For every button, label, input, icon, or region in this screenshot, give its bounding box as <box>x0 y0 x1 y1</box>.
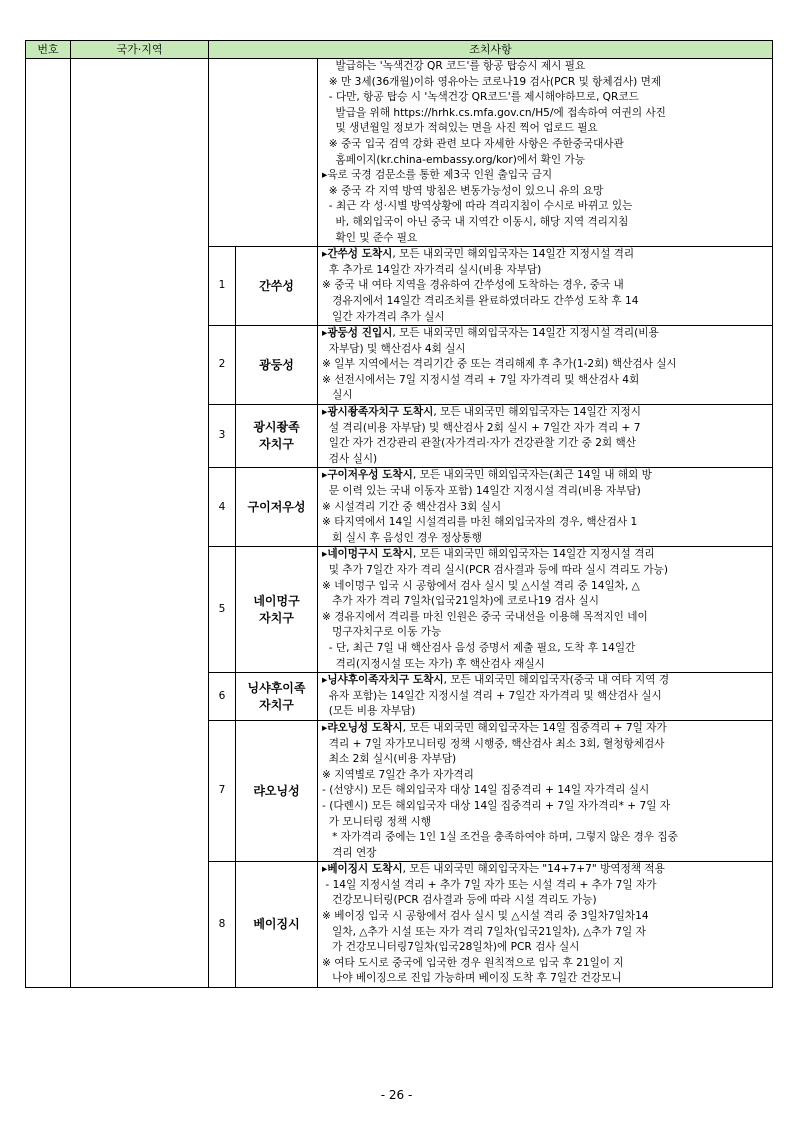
measure-line: 멍구자치구로 이동 가능 <box>322 626 442 639</box>
region-measures <box>318 405 773 468</box>
intro-line: - 다만, 항공 탑승 시 '녹색건강 QR코드'를 제시해야하므로, QR코드 <box>322 91 639 104</box>
measure-line: (모든 비용 자부담) <box>322 705 416 718</box>
measure-line: ※ 여타 도시로 중국에 입국한 경우 원칙적으로 입국 후 21일이 지 <box>322 956 624 969</box>
region-name: 광시좡족 자치구 <box>236 405 318 468</box>
measure-line: 일간 자가 건강관리 관찰(자가격리·자가 건강관찰 기간 중 2회 핵산 <box>322 437 637 450</box>
measure-line: 일차, △추가 시설 또는 자가 격리 7일차(입국21일차), △추가 7일 자 <box>322 925 646 938</box>
intro-line: 바, 해외입국이 아닌 중국 내 지역간 이동시, 해당 지역 격리지침 <box>322 215 629 228</box>
region-number: 5 <box>209 547 236 673</box>
intro-line: ▸육로 국경 검문소를 통한 제3국 인원 출입국 금지 <box>322 169 553 182</box>
intro-line: ※ 만 3세(36개월)이하 영유아는 코로나19 검사(PCR 및 항체검사) 면제 <box>322 75 662 88</box>
measure-line: ※ 경유지에서 격리를 마친 인원은 중국 국내선을 이용해 목적지인 네이 <box>322 610 648 623</box>
measure-line: 자부담) 및 핵산검사 4회 실시 <box>322 342 466 355</box>
measure-line: ※ 시설격리 기간 중 핵산검사 3회 실시 <box>322 500 502 513</box>
intro-line: 발급하는 '녹색건강 QR 코드'를 항공 탑승시 제시 필요 <box>322 60 586 72</box>
region-number: 4 <box>209 468 236 547</box>
measure-line: ▸광둥성 진입시, 모든 내외국민 해외입국자는 14일간 지정시설 격리(비용 <box>322 327 659 340</box>
region-measures <box>318 673 773 721</box>
quarantine-measures-table <box>25 40 773 988</box>
country-cell-empty <box>71 59 209 988</box>
region-name: 랴오닝성 <box>236 720 318 861</box>
intro-line: ※ 중국 각 지역 방역 방침은 변동가능성이 있으니 유의 요망 <box>322 184 604 197</box>
measure-line: 실시 <box>322 389 353 402</box>
measure-line: 격리 + 7일 자가모니터링 정책 시행중, 핵산검사 최소 3회, 혈청항체검사 <box>322 737 665 750</box>
measure-line: ※ 타지역에서 14일 시설격리를 마친 해외입국자의 경우, 핵산검사 1 <box>322 516 638 529</box>
region-name: 광둥성 <box>236 326 318 405</box>
header-measures: 조치사항 <box>209 41 773 59</box>
intro-line: 확인 및 준수 필요 <box>322 231 418 244</box>
measure-line: * 자가격리 중에는 1인 1실 조건을 충족하여야 하며, 그렇지 않은 경우 집중 <box>322 831 678 844</box>
measure-line: - (다롄시) 모든 해외입국자 대상 14일 집중격리 + 7일 자가격리* + 7일 자 <box>322 799 671 812</box>
measure-line: 설 격리(비용 자부담) 및 핵산검사 2회 실시 + 7일간 자가 격리 + 7 <box>322 421 641 434</box>
region-measures <box>318 468 773 547</box>
measure-line: ▸베이징시 도착시, 모든 내외국민 해외입국자는 "14+7+7" 방역정책 적용 <box>322 863 665 876</box>
measure-line: 후 추가로 14일간 자가격리 실시(비용 자부담) <box>322 263 542 276</box>
measure-line: ▸닝샤후이족자치구 도착시, 모든 내외국민 해외입국자(중국 내 여타 지역 경 <box>322 674 670 687</box>
measure-line: - 단, 최근 7일 내 핵산검사 음성 증명서 제출 필요, 도착 후 14일간 <box>322 641 636 654</box>
measure-line: 가 모니터링 정책 시행 <box>322 815 431 828</box>
region-number: 3 <box>209 405 236 468</box>
region-number: 2 <box>209 326 236 405</box>
measure-line: ※ 네이멍구 입국 시 공항에서 검사 실시 및 △시설 격리 중 14일차, △ <box>322 579 640 592</box>
region-name: 구이저우성 <box>236 468 318 547</box>
measure-line: ▸구이저우성 도착시, 모든 내외국민 해외입국자는(최근 14일 내 해외 방 <box>322 469 652 482</box>
measure-line: 유자 포함)는 14일간 지정시설 격리 + 7일간 자가격리 및 핵산검사 실시 <box>322 689 662 702</box>
measure-line: ※ 베이징 입국 시 공항에서 검사 실시 및 △시설 격리 중 3일차7일차14 <box>322 910 649 923</box>
region-number: 8 <box>209 862 236 988</box>
header-country-region: 국가·지역 <box>71 41 209 59</box>
measure-line: 추가 자가 격리 7일차(입국21일차)에 코로나19 검사 실시 <box>322 595 599 608</box>
measure-line: ※ 선전시에서는 7일 지정시설 격리 + 7일 자가격리 및 핵산검사 4회 <box>322 373 640 386</box>
intro-measures-cell <box>318 59 773 247</box>
intro-line: 및 생년월일 정보가 적혀있는 면을 사진 찍어 업로드 필요 <box>322 122 598 135</box>
intro-row <box>26 59 773 247</box>
measure-line: 검사 실시) <box>322 452 378 465</box>
measure-line: ※ 지역별로 7일간 추가 자가격리 <box>322 768 474 781</box>
measure-line: 및 추가 7일간 자가 격리 실시(PCR 검사결과 등에 따라 실시 격리도 가능) <box>322 564 669 576</box>
table-header-row <box>26 41 773 59</box>
measure-line: - 14일 지정시설 격리 + 추가 7일 자가 또는 시설 격리 + 추가 7일 자가 <box>322 878 657 891</box>
region-measures <box>318 720 773 861</box>
region-number: 6 <box>209 673 236 721</box>
measure-line: ※ 중국 내 여타 지역을 경유하여 간쑤성에 도착하는 경우, 중국 내 <box>322 279 624 292</box>
measure-line: 경유지에서 14일간 격리조치를 완료하였더라도 간쑤성 도착 후 14 <box>322 294 639 307</box>
measure-line: 최소 2회 실시(비용 자부담) <box>322 753 457 766</box>
intro-spacer-cell <box>209 59 318 247</box>
measure-line: ※ 일부 지역에서는 격리기간 중 또는 격리해제 후 추가(1-2회) 핵산검사 실시 <box>322 358 677 371</box>
region-number: 7 <box>209 720 236 861</box>
region-name: 네이멍구 자치구 <box>236 547 318 673</box>
region-measures <box>318 547 773 673</box>
measure-line: 가 건강모니터링7일차(입국28일차)에 PCR 검사 실시 <box>322 941 580 954</box>
intro-line: ※ 중국 입국 검역 강화 관련 보다 자세한 사항은 주한중국대사관 <box>322 137 624 150</box>
measure-line: - (선양시) 모든 해외입국자 대상 14일 집중격리 + 14일 자가격리 실시 <box>322 784 650 797</box>
measure-line: ▸광시좡족자치구 도착시, 모든 내외국민 해외입국자는 14일간 지정시 <box>322 406 642 419</box>
document-page <box>25 40 772 988</box>
measure-line: 나야 베이징으로 진입 가능하며 베이징 도착 후 7일간 건강모니 <box>322 972 622 985</box>
intro-line: 홈페이지(kr.china-embassy.org/kor)에서 확인 가능 <box>322 153 585 166</box>
page-number: - 26 - <box>380 1088 413 1102</box>
measure-line: ▸간쑤성 도착시, 모든 내외국민 해외입국자는 14일간 지정시설 격리 <box>322 248 635 261</box>
measure-line: 격리(지정시설 또는 자가) 후 핵산검사 재실시 <box>322 657 545 670</box>
region-measures <box>318 862 773 988</box>
region-name: 베이징시 <box>236 862 318 988</box>
region-number: 1 <box>209 247 236 326</box>
intro-line: - 최근 각 성·시별 방역상황에 따라 격리지침이 수시로 바뀌고 있는 <box>322 200 633 213</box>
region-name: 닝샤후이족 자치구 <box>236 673 318 721</box>
region-measures <box>318 247 773 326</box>
measure-line: 일간 자가격리 추가 실시 <box>322 310 445 323</box>
number-cell-empty <box>26 59 71 988</box>
measure-line: ▸랴오닝성 도착시, 모든 내외국민 해외입국자는 14일 집중격리 + 7일 자가 <box>322 721 667 734</box>
measure-line: 격리 연장 <box>322 846 377 859</box>
header-number: 번호 <box>26 41 71 59</box>
measure-line: 문 이력 있는 국내 이동자 포함) 14일간 지정시설 격리(비용 자부담) <box>322 485 641 498</box>
intro-line: 발급을 위해 https://hrhk.cs.mfa.gov.cn/H5/에 접속하여 여권의 사진 <box>322 106 666 119</box>
measure-line: 회 실시 후 음성인 경우 정상통행 <box>322 531 482 544</box>
table-body <box>26 59 773 988</box>
measure-line: 건강모니터링(PCR 검사결과 등에 따라 시설 격리도 가능) <box>322 894 597 907</box>
region-name: 간쑤성 <box>236 247 318 326</box>
measure-line: ▸네이멍구시 도착시, 모든 내외국민 해외입국자는 14일간 지정시설 격리 <box>322 548 655 561</box>
region-measures <box>318 326 773 405</box>
